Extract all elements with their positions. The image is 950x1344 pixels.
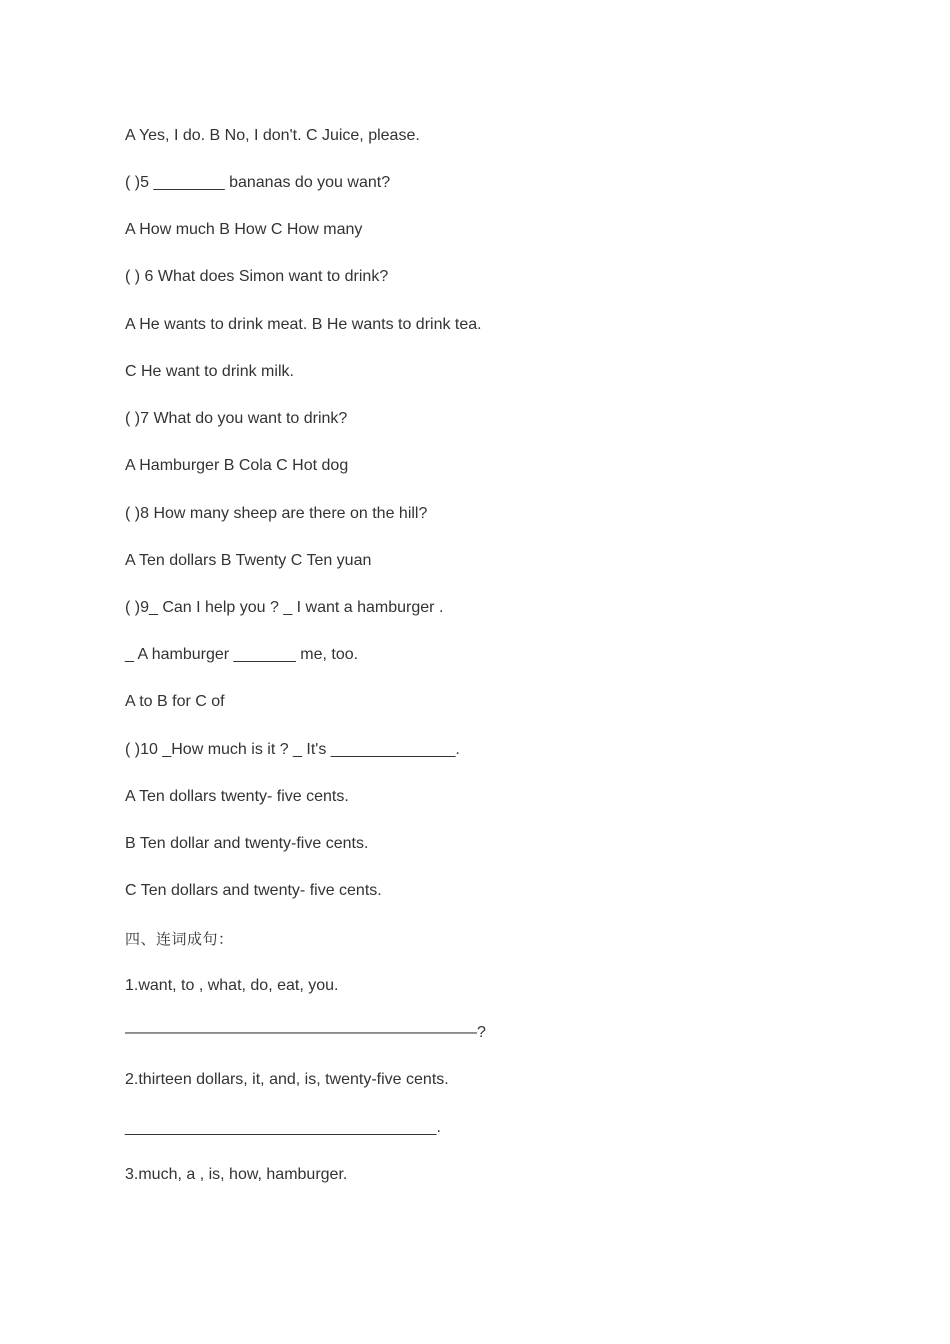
q7-options: A Hamburger B Cola C Hot dog	[125, 457, 349, 474]
sentence-3-words: 3.much, a , is, how, hamburger.	[125, 1166, 348, 1183]
q8-question: ( )8 How many sheep are there on the hill?	[125, 505, 428, 522]
sentence-2-words: 2.thirteen dollars, it, and, is, twenty-five cents.	[125, 1071, 449, 1088]
sentence-1-words: 1.want, to , what, do, eat, you.	[125, 977, 339, 994]
q8-options: A Ten dollars B Twenty C Ten yuan	[125, 552, 372, 569]
q10-option-c: C Ten dollars and twenty- five cents.	[125, 882, 382, 899]
q5-options: A How much B How C How many	[125, 221, 363, 238]
q6-question: ( ) 6 What does Simon want to drink?	[125, 268, 389, 285]
q9-question-line2: _ A hamburger _______ me, too.	[125, 646, 359, 663]
sentence-2-answer-line: ___________________________________.	[125, 1119, 441, 1136]
q6-options-ab: A He wants to drink meat. B He wants to drink tea.	[125, 316, 482, 333]
q5-question: ( )5 ________ bananas do you want?	[125, 174, 391, 191]
q4-options: A Yes, I do. B No, I don't. C Juice, please.	[125, 127, 420, 144]
q10-option-b: B Ten dollar and twenty-five cents.	[125, 835, 369, 852]
sentence-1-answer-line: ——————————————————————?	[125, 1024, 486, 1041]
q10-question: ( )10 _How much is it ? _ It's ______________.	[125, 741, 460, 758]
q9-options: A to B for C of	[125, 693, 225, 710]
q7-question: ( )7 What do you want to drink?	[125, 410, 348, 427]
q9-question: ( )9_ Can I help you ? _ I want a hamburger .	[125, 599, 444, 616]
section-heading: 四、连词成句：	[125, 930, 234, 948]
q10-option-a: A Ten dollars twenty- five cents.	[125, 788, 349, 805]
q6-option-c: C He want to drink milk.	[125, 363, 294, 380]
